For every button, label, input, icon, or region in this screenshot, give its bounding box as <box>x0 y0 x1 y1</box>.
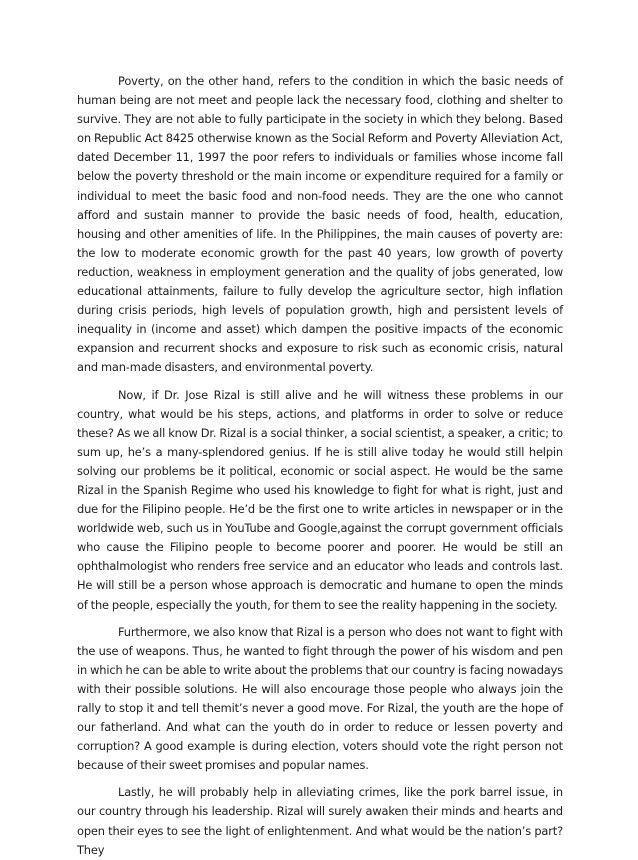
paragraph-rizal-alive: Now, if Dr. Jose Rizal is still alive and he will witness these problems in our country, what would be his steps, actions, and platforms in order to solve or reduce these? As we all know Dr. Rizal is a social thinker, a social scientist, a speaker, a critic; to sum up, he’s a many-splendored genius. If he is still alive today he would still helpin solving our problems be it political, economic or social aspect. He would be the same Rizal in the Spanish Regime who used his knowledge to fight for what is right, just and due for the Filipino people. He’d be the first one to write articles in newspaper or in the worldwide web, such us in YouTube and Google,against the corrupt government officials who cause the Filipino people to become poorer and poorer. He would be still an ophthalmologist who renders free service and an educator who leads and controls last. He will still be a person whose approach is democratic and humane to open the minds of the people, especially the youth, for them to see the reality happening in the society. <box>77 387 563 612</box>
document-body <box>77 72 563 860</box>
paragraph-rizal-crimes: Lastly, he will probably help in alleviating crimes, like the pork barrel issue, in our country through his leadership. Rizal will surely awaken their minds and hearts and open their eyes to see the light of enlightenment. And what would be the nation’s part? They <box>77 785 563 857</box>
paragraph-rizal-nonviolence: Furthermore, we also know that Rizal is a person who does not want to fight with the use of weapons. Thus, he wanted to fight through the power of his wisdom and pen in which he can be able to write about the problems that our country is facing nowadays with their possible solutions. He will also encourage those people who always join the rally to stop it and tell themit’s never a good move. For Rizal, the youth are the hope of our fatherland. And what can the youth do in order to reduce or lessen poverty and corruption? A good example is during election, voters should vote the right person not because of their sweet promises and popular names. <box>77 624 563 773</box>
paragraph-poverty-definition: Poverty, on the other hand, refers to the condition in which the basic needs of human being are not meet and people lack the necessary food, clothing and shelter to survive. They are not able to fully participate in the society in which they belong. Based on Republic Act 8425 otherwise known as the Social Reform and Poverty Alleviation Act, dated December 11, 1997 the poor refers to individuals or families whose income fall below the poverty threshold or the main income or expenditure required for a family or individual to meet the basic food and non-food needs. They are the one who cannot afford and sustain manner to provide the basic needs of food, health, education, housing and other amenities of life. In the Philippines, the main causes of poverty are: the low to moderate economic growth for the past 40 years, low growth of poverty reduction, weakness in employment generation and the quality of jobs generated, low educational attainments, failure to fully develop the agriculture sector, high inflation during crisis periods, high levels of population growth, high and persistent levels of inequality in (income and asset) which dampen the positive impacts of the economic expansion and recurrent shocks and exposure to risk such as economic crisis, natural and man-made disasters, and environmental poverty. <box>77 74 563 375</box>
